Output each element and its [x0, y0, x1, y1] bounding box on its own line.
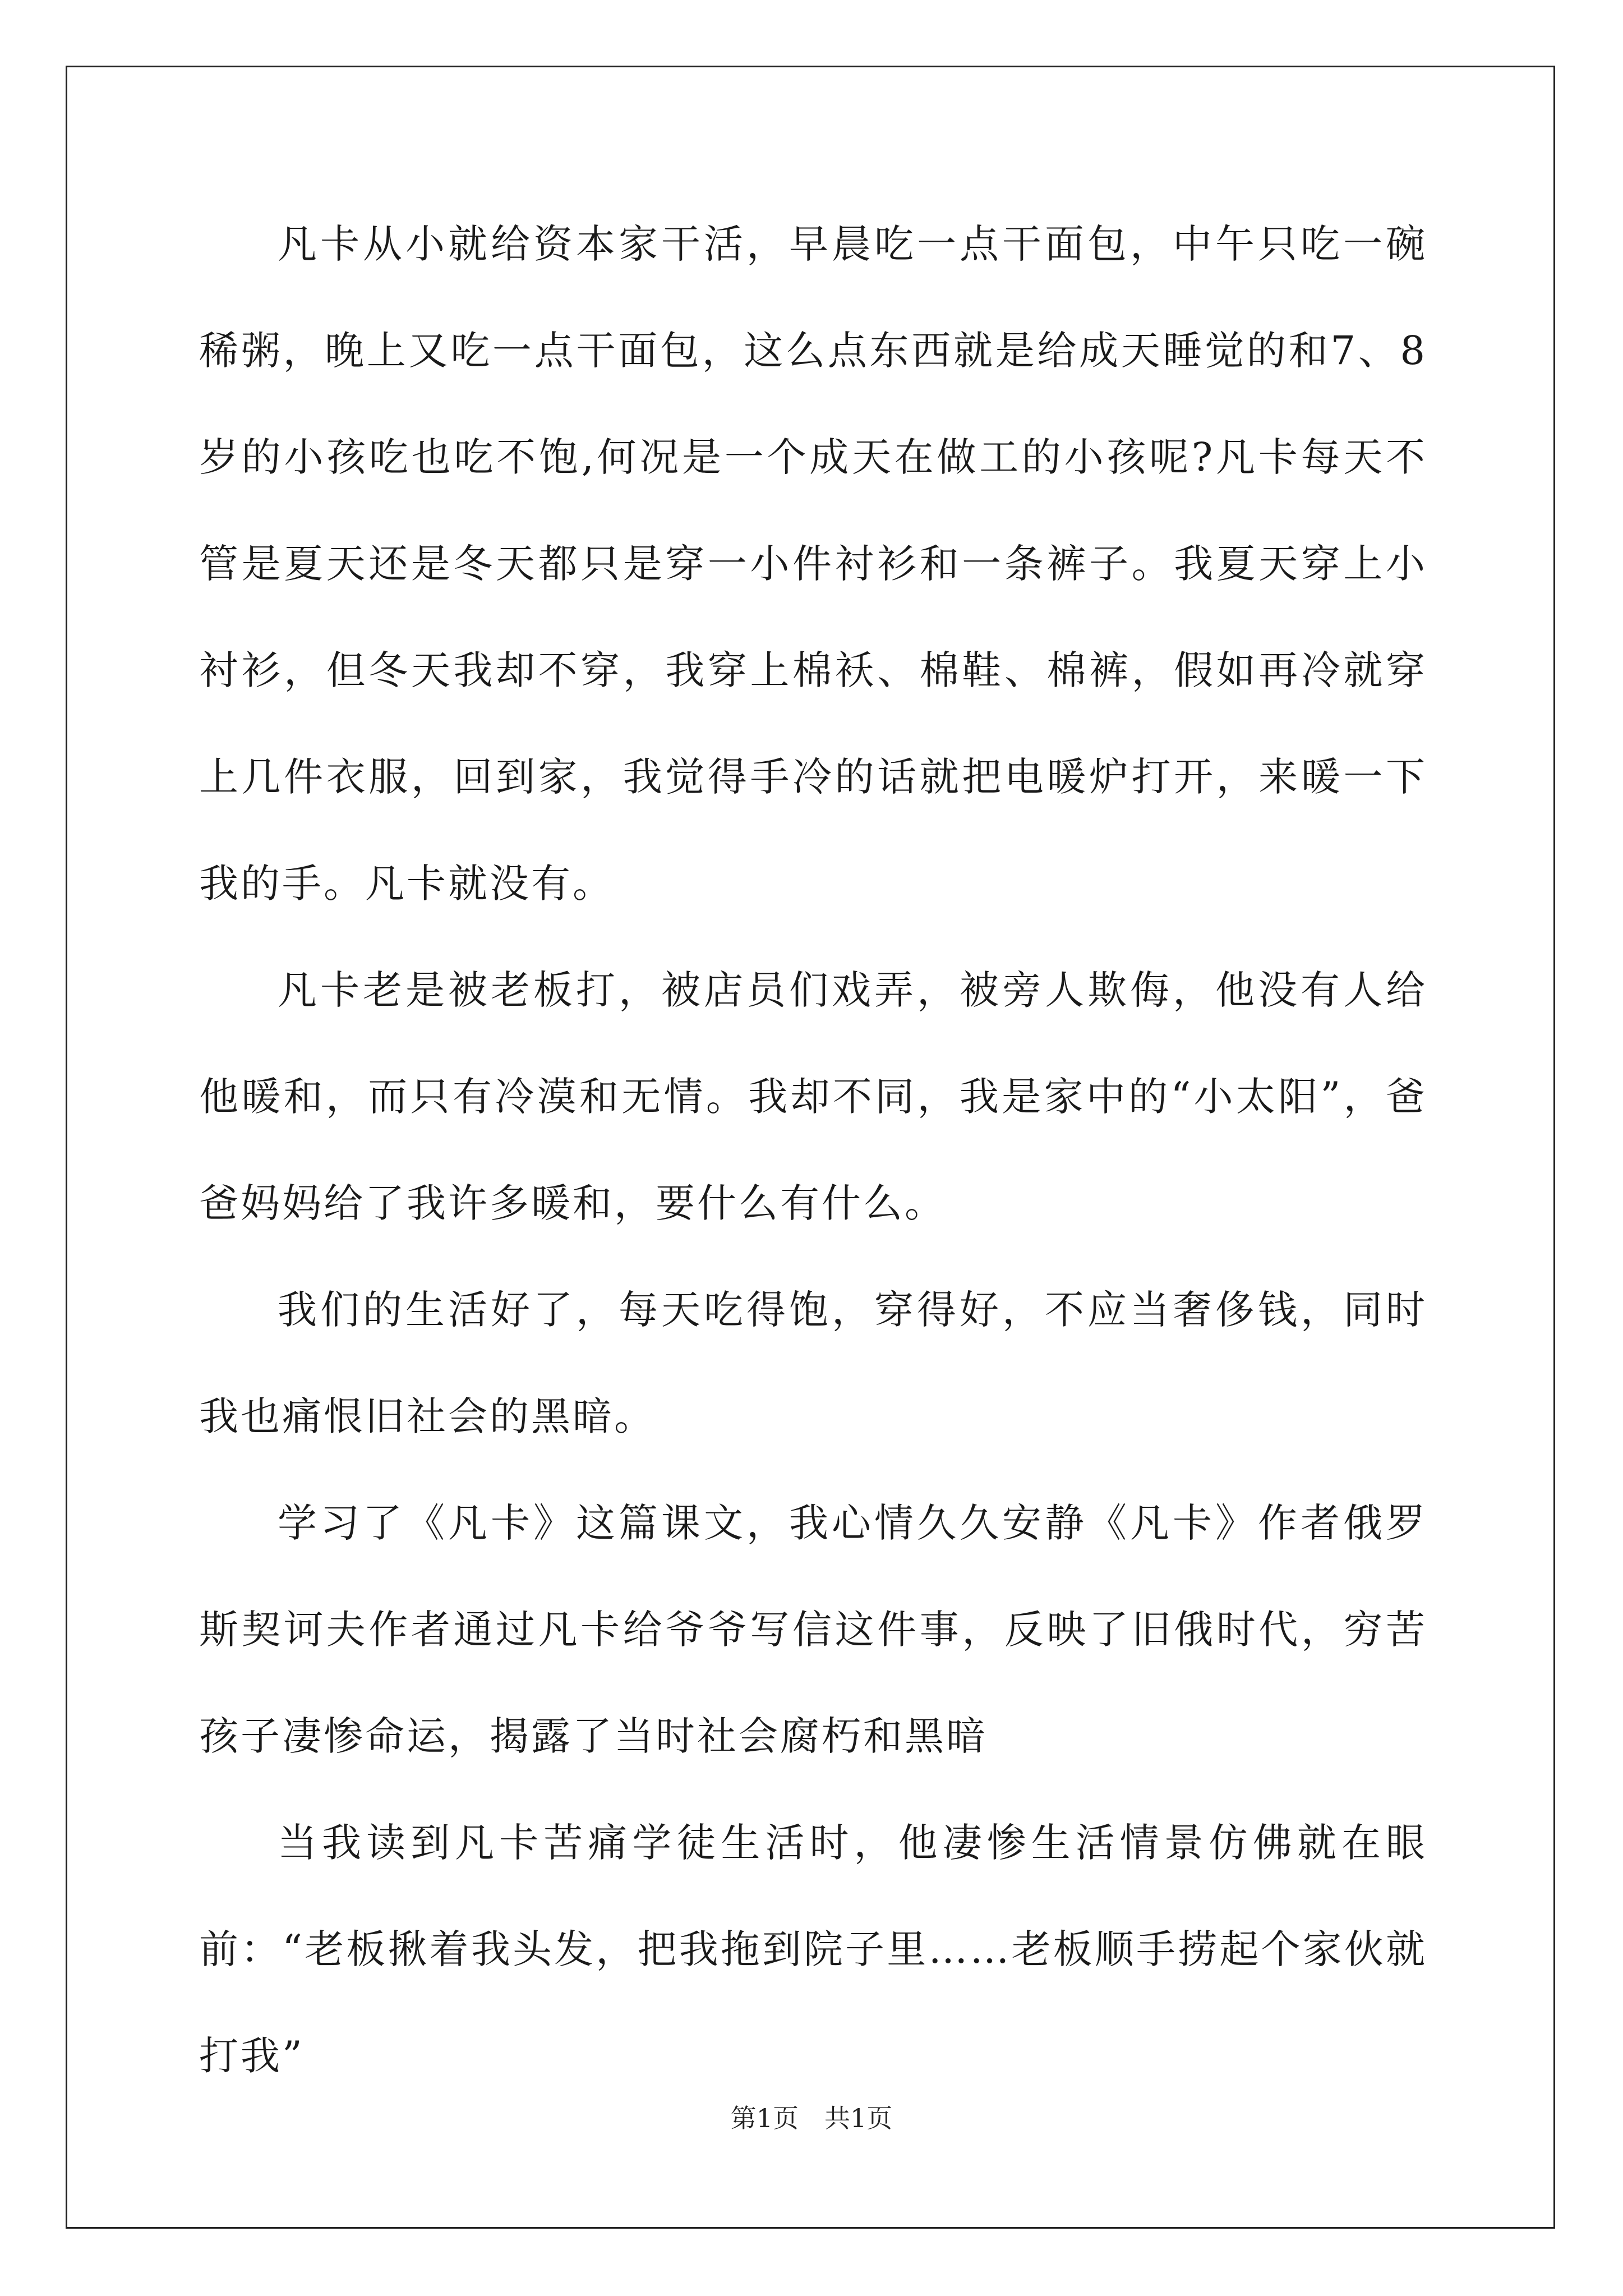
- page-number-footer: 第1页 共1页: [730, 2103, 893, 2133]
- paragraph-1: 凡卡从小就给资本家干活，早晨吃一点干面包，中午只吃一碗稀粥，晚上又吃一点干面包，这么点东西就是给成天睡觉的和7、8岁的小孩吃也吃不饱,何况是一个成天在做工的小孩呢?凡卡每天不管是夏天还是冬天都只是穿一小件衬衫和一条裤子。我夏天穿上小衬衫，但冬天我却不穿，我穿上棉袄、棉鞋、棉裤，假如再冷就穿上几件衣服，回到家，我觉得手冷的话就把电暖炉打开，来暖一下我的手。凡卡就没有。: [199, 221, 1427, 907]
- paragraph-5: 当我读到凡卡苦痛学徒生活时，他凄惨生活情景仿佛就在眼前：“老板揪着我头发，把我拖到院子里……老板顺手捞起个家伙就打我”: [199, 1820, 1427, 2079]
- paragraph-2: 凡卡老是被老板打，被店员们戏弄，被旁人欺侮，他没有人给他暖和，而只有冷漠和无情。我却不同，我是家中的“小太阳”，爸爸妈妈给了我许多暖和，要什么有什么。: [199, 967, 1427, 1226]
- document-body: [199, 191, 1427, 2109]
- paragraph-4: 学习了《凡卡》这篇课文，我心情久久安静《凡卡》作者俄罗斯契诃夫作者通过凡卡给爷爷写信这件事，反映了旧俄时代，穷苦孩子凄惨命运，揭露了当时社会腐朽和黑暗: [199, 1500, 1427, 1759]
- paragraph-3: 我们的生活好了，每天吃得饱，穿得好，不应当奢侈钱，同时我也痛恨旧社会的黑暗。: [199, 1287, 1427, 1439]
